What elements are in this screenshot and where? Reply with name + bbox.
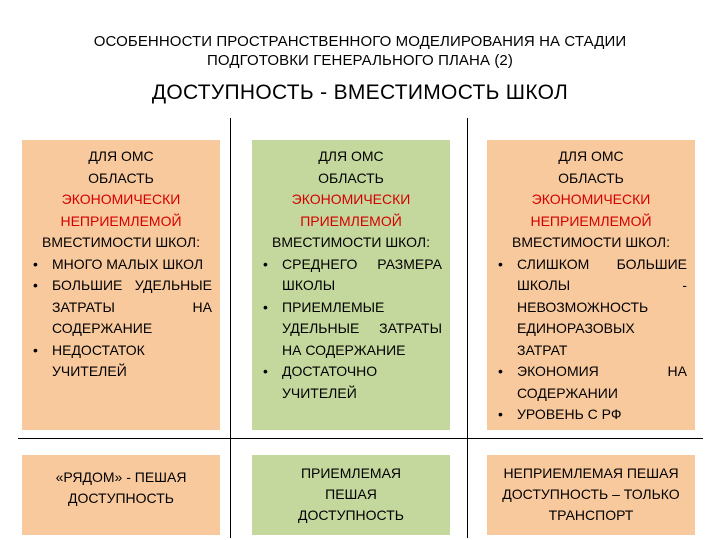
slide-title: ДОСТУПНОСТЬ - ВМЕСТИМОСТЬ ШКОЛ [151,81,569,104]
column-3-capacity-label: ВМЕСТИМОСТИ ШКОЛ: [512,234,670,250]
column-3-heading-line-2: ОБЛАСТЬ [558,169,624,186]
column-3-bullet-2: • ЭКОНОМИЯ НА СОДЕРЖАНИИ [495,361,687,404]
column-3-bullet-3: • УРОВЕНЬ С РФ [495,404,687,426]
column-1-capacity-box [22,140,220,430]
divider-vertical-right [467,118,468,538]
column-1-heading-line-2: ОБЛАСТЬ [88,169,154,186]
column-1-bullet-3: • НЕДОСТАТОК УЧИТЕЛЕЙ [30,340,212,383]
column-1-access-text: «РЯДОМ» - ПЕШАЯ ДОСТУПНОСТЬ [55,469,187,506]
column-3-bullet-1: • СЛИШКОМ БОЛЬШИЕ ШКОЛЫ - НЕВОЗМОЖНОСТЬ ЕДИНОРАЗОВЫХ ЗАТРАТ [495,254,687,362]
column-2-access-text: ПРИЕМЛЕМАЯ ПЕШАЯ ДОСТУПНОСТЬ [298,465,404,523]
column-2-heading-line-2: ОБЛАСТЬ [318,169,384,186]
column-1-bullet-list [30,254,212,383]
column-3-emphasis-line-2: НЕПРИЕМЛЕМОЙ [530,212,652,229]
column-3-access-box [487,455,695,535]
subtitle-line-2: ПОДГОТОВКИ ГЕНЕРАЛЬНОГО ПЛАНА (2) [207,52,513,69]
column-3-heading-line-1: ДЛЯ ОМС [558,148,624,164]
column-3-emphasis-line-1: ЭКОНОМИЧЕСКИ [531,191,651,207]
subtitle-line-1: ОСОБЕННОСТИ ПРОСТРАНСТВЕННОГО МОДЕЛИРОВАНИЯ НА СТАДИИ [93,33,627,50]
column-3-bullet-list [495,254,687,426]
column-2-capacity-box [252,140,450,430]
column-2-emphasis-line-1: ЭКОНОМИЧЕСКИ [291,191,411,207]
column-2-bullet-list [260,254,442,405]
column-2-bullet-1: • СРЕДНЕГО РАЗМЕРА ШКОЛЫ [260,254,442,297]
slide-header [0,32,720,106]
column-2-bullet-2: • ПРИЕМЛЕМЫЕ УДЕЛЬНЫЕ ЗАТРАТЫ НА СОДЕРЖАНИЕ [260,297,442,362]
column-1-bullet-2: • БОЛЬШИЕ УДЕЛЬНЫЕ ЗАТРАТЫ НА СОДЕРЖАНИЕ [30,275,212,340]
divider-horizontal [18,438,703,439]
divider-vertical-left [230,118,231,538]
column-2-capacity-label: ВМЕСТИМОСТИ ШКОЛ: [272,234,430,250]
column-2-access-box [252,455,450,535]
column-1-emphasis-line-2: НЕПРИЕМЛЕМОЙ [60,212,182,229]
column-1-bullet-1: • МНОГО МАЛЫХ ШКОЛ [30,254,212,276]
column-1-capacity-label: ВМЕСТИМОСТИ ШКОЛ: [42,234,200,250]
column-1-heading-line-1: ДЛЯ ОМС [88,148,154,164]
column-3-access-text: НЕПРИЕМЛЕМАЯ ПЕШАЯ ДОСТУПНОСТЬ – ТОЛЬКО ТРАНСПОРТ [502,465,680,523]
column-1-emphasis-line-1: ЭКОНОМИЧЕСКИ [61,191,181,207]
column-2-emphasis-line-2: ПРИЕМЛЕМОЙ [300,212,402,229]
column-2-heading-line-1: ДЛЯ ОМС [318,148,384,164]
column-2-bullet-3: • ДОСТАТОЧНО УЧИТЕЛЕЙ [260,361,442,404]
column-3-capacity-box [487,140,695,430]
column-1-access-box [22,455,220,535]
